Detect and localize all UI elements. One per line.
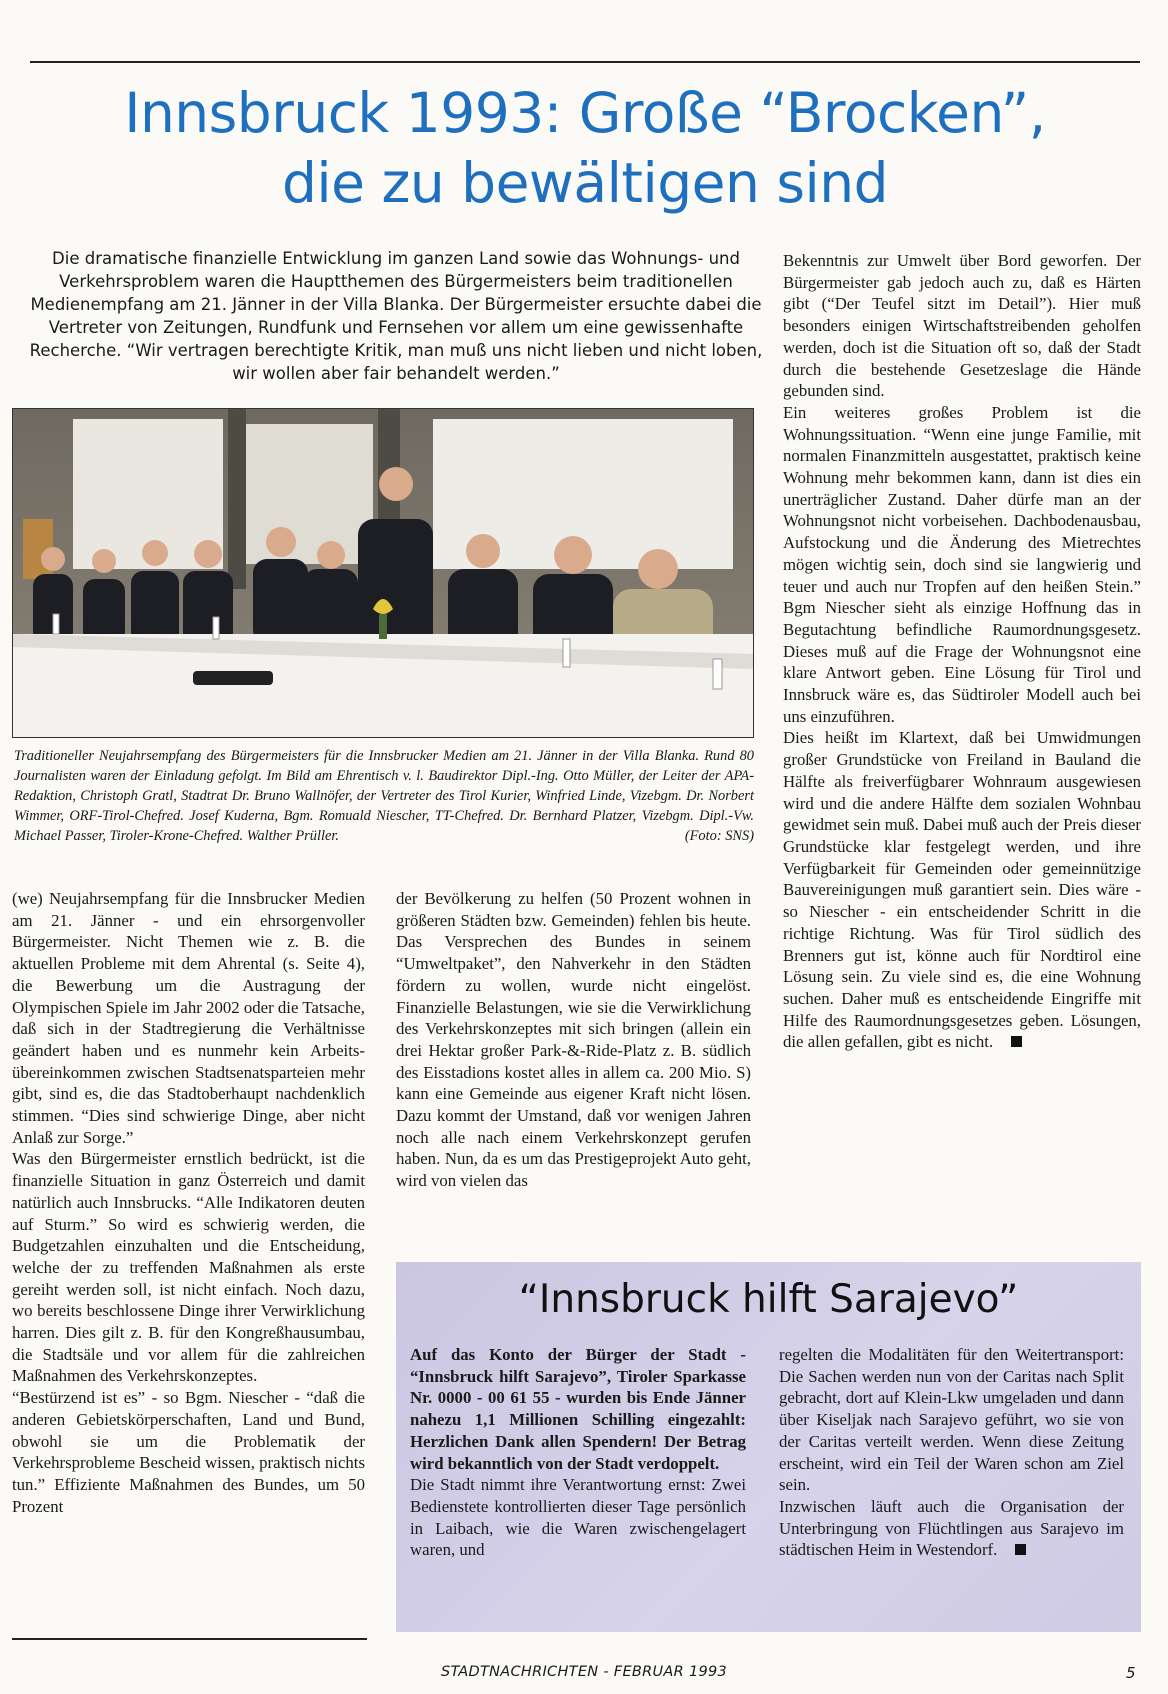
box-right-paragraph-2: Inzwischen läuft auch die Organisation der Unterbringung von Flüchtlingen aus Sarajevo im städtischen Heim in Westendorf. xyxy=(779,1496,1124,1560)
headline-line-1: Innsbruck 1993: Große “Brocken”, xyxy=(124,81,1046,145)
article-end-mark xyxy=(1011,1036,1022,1047)
left-paragraph-3: “Bestürzend ist es” - so Bgm. Niescher - “daß die anderen Gebietskörperschaften, Land und Bund, obwohl sie um die Problematik der Verkehrsprobleme Bescheid wissen, praktisch nichts tun.” Effiziente Maßnahmen des Bundes, um 50 Prozent xyxy=(12,1388,365,1516)
lead-paragraph: Die dramatische finanzielle Entwicklung im ganzen Land sowie das Wohnungs- und Verkehrsproblem waren die Hauptthemen des Bürgermeisters beim traditionellen Medienempfang am 21. Jänner in der Villa Blanka. Der Bürgermeister ersuchte dabei die Vertreter von Zeitungen, Rundfunk und Fernsehen vor allem um eine gewissenhafte Recherche. “Wir vertragen berechtigte Kritik, man muß uns nicht lieben und nicht loben, wir wollen aber fair behandelt werden.” xyxy=(29,249,763,383)
right-paragraph-2: Ein weiteres großes Problem ist die Wohnungssituation. “Wenn eine junge Familie, mit normalen Finanzmitteln ausgestattet, praktisch keine Wohnung mehr bekommen kann, dann ist dies ein unerträglicher Zustand. Daher dürfe man an der Wohnungsnot nicht vorbeisehen. Dachbodenausbau, Aufstockung und die Änderung des Mietrechtes mögen wichtig sein, doch sind sie langwierig und teuer und auch nur Tropfen auf den heißen Stein.” Bgm Niescher sieht als einzige Hoffnung das in Begutachtung befindliche Raumordnungsgesetz. Dieses muß auf die Frage der Wohnungsnot eine klare Antwort geben. Eine Lösung für Tirol und Innsbruck wäre es, das Südtiroler Modell auch bei uns einzuführen. xyxy=(783,402,1141,726)
top-rule xyxy=(30,61,1140,63)
page-number: 5 xyxy=(1126,1664,1136,1682)
photo-caption xyxy=(14,746,754,846)
box-column-left xyxy=(410,1344,746,1561)
headline-line-2: die zu bewältigen sind xyxy=(281,151,889,215)
right-paragraph-1: Bekenntnis zur Umwelt über Bord geworfen. Der Bürgermeister gab jedoch auch zu, daß es Härten gibt (“Der Teufel sitzt im Detail”). Hier muß besonders einigen Wirtschaftstreibenden geholfen werden, doch ist die Situation oft so, daß der Stadt durch die bestehende Gesetzeslage die Hände gebunden sind. xyxy=(783,251,1141,401)
right-paragraph-3: Dies heißt im Klartext, daß bei Umwidmungen großer Grundstücke von Freiland in Bauland die Hälfte als freiverfügbarer Wohnraum ausgewiesen wird und die andere Hälfte dem sozialen Wohnbau gewidmet sein muß. Dabei muß auch der Preis dieser Grundstücke klar festgelegt werden, und ihre Verfügbarkeit für Gemeinden oder gemeinnützige Bauvereinigungen muß garantiert sein. Dies wäre - so Niescher - ein entscheidender Schritt in die richtige Richtung. Was für Tirol südlich des Brenners gut ist, könne auch für Nordtirol eine Lösung sein. Zu viele sind es, die eine Wohnung suchen. Daher muß es entscheidende Eingriffe mit Hilfe des Raumordnungsgesetzes geben. Lösungen, die allen gefallen, gibt es nicht. xyxy=(783,728,1141,1052)
article-column-left xyxy=(12,888,365,1517)
reception-photo-illustration xyxy=(13,409,753,737)
article-column-middle xyxy=(396,888,751,1192)
left-paragraph-2: Was den Bürgermeister ernstlich bedrückt, ist die finanzielle Situation in ganz Österreich und damit natürlich auch Innsbrucks. “Alle Indikatoren deuten auf Sturm.” So wird es schwierig werden, die Budgetzahlen einzuhalten und die Entscheidung, welche der zu treffenden Maßnahmen als erste gereiht werden soll, ist nicht einfach. Noch dazu, wo bereits beschlossene Dinge ihrer Verwirklichung harren. Dies gilt z. B. für den Kongreßhausumbau, die Stadtsäle und vor allem für die zahlreichen Maßnahmen des Verkehrskonzeptes. xyxy=(12,1149,365,1386)
box-column-right xyxy=(779,1344,1124,1561)
box-title: “Innsbruck hilft Sarajevo” xyxy=(518,1277,1019,1322)
left-paragraph-1: (we) Neujahrsempfang für die Innsbrucker Medien am 21. Jänner - und ein ehrsorgenvoller Bürgermeister. Nicht Themen wie z. B. die aktuellen Probleme mit dem Ahrental (s. Seite 4), die Bewerbung um die Austragung der Olympischen Spiele im Jahr 2002 oder die Tatsache, daß sich in der Stadtregierung die Verhältnisse geändert haben und es nunmehr kein Arbeitsübereinkommen zwischen Stadtsenatsparteien mehr gibt, sind es, die das Stadtoberhaupt nachdenklich stimmen. “Dies sind schwierige Dinge, aber nicht Anlaß zur Sorge.” xyxy=(12,889,365,1147)
middle-paragraph-1: der Bevölkerung zu helfen (50 Prozent wohnen in größeren Städten bzw. Gemeinden) fehlen bis heute. Das Versprechen des Bundes in seinem “Umweltpaket”, den Nahverkehr in den Städten fördern zu wollen, wurde nicht eingelöst. Finanzielle Belastungen, wie sie die Verwirklichung des Verkehrskonzeptes mit sich bringen (allein ein drei Hektar großer Park-&-Ride-Platz z. B. südlich des Eisstadions kostet alles in allem ca. 200 Mio. S) kann eine Gemeinde aus eigener Kraft nicht lösen. Dazu kommt der Umstand, daß vor wenigen Jahren noch alle nach einem Verkehrskonzept gerufen haben. Nun, da es um das Prestigeprojekt Auto geht, wird von vielen das xyxy=(396,889,751,1191)
bottom-rule xyxy=(12,1638,367,1640)
sarajevo-box xyxy=(396,1262,1141,1632)
box-right-paragraph-1: regelten die Modalitäten für den Weitertransport: Die Sachen werden nun von der Caritas nach Split gebracht, dort auf Klein-Lkw umgeladen und dann über Kiseljak nach Sarajevo geführt, wo sie von der Caritas verteilt werden. Wenn diese Zeitung erscheint, wird ein Teil der Waren schon am Ziel sein. xyxy=(779,1345,1124,1495)
box-left-text: Die Stadt nimmt ihre Verantwortung ernst: Zwei Bedienstete kontrollierten dieser Tage persönlich in Laibach, wie die Waren zwischengelagert waren, und xyxy=(410,1475,746,1560)
headline xyxy=(40,78,1130,218)
reception-photo xyxy=(12,408,754,738)
photo-caption-text: Traditioneller Neujahrsempfang des Bürgermeisters für die Innsbrucker Medien am 21. Jänner in der Villa Blanka. Rund 80 Journalisten waren der Einladung gefolgt. Im Bild am Ehrentisch v. l. Baudirektor Dipl.-Ing. Otto Müller, der Leiter der APA-Redaktion, Christoph Gratl, Stadtrat Dr. Bruno Wallnöfer, der Vertreter des Tirol Kurier, Winfried Linde, Vizebgm. Dr. Norbert Wimmer, ORF-Tirol-Chefred. Josef Kuderna, Bgm. Romuald Niescher, TT-Chefred. Dr. Bernhard Platzer, Vizebgm. Dipl.-Vw. Michael Passer, Tiroler-Krone-Chefred. Walther Prüller. xyxy=(14,748,754,844)
article-column-right xyxy=(783,250,1141,1053)
box-end-mark xyxy=(1015,1544,1026,1555)
photo-credit: (Foto: SNS) xyxy=(679,826,754,846)
box-bold-intro: Auf das Konto der Bürger der Stadt - “Innsbruck hilft Sarajevo”, Tiroler Sparkasse Nr. 0000 - 00 61 55 - wurden bis Ende Jänner nahezu 1,1 Millionen Schilling eingezahlt: Herzlichen Dank allen Spendern! Der Betrag wird bekanntlich von der Stadt verdoppelt. xyxy=(410,1345,746,1473)
footer-publication: STADTNACHRICHTEN - FEBRUAR 1993 xyxy=(440,1664,728,1680)
